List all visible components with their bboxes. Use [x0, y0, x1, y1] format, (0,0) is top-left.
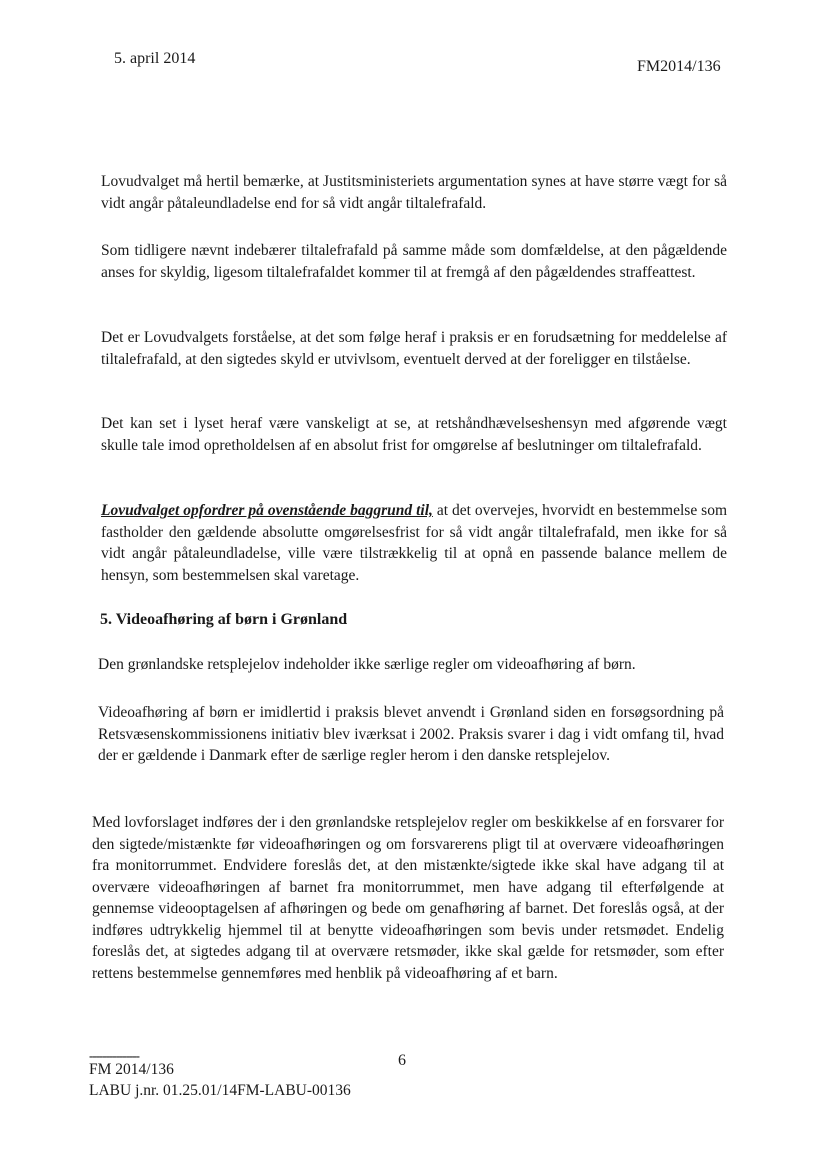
header-date: 5. april 2014 — [114, 50, 196, 67]
section-heading: 5. Videoafhøring af børn i Grønland — [100, 611, 348, 628]
footer-journal-number: LABU j.nr. 01.25.01/14FM-LABU-00136 — [89, 1082, 351, 1099]
paragraph-8: Med lovforslaget indføres der i den grønlandske retsplejelov regler om beskikkelse af en forsvarer for den sigtede/mistænkte før videoafhøringen og om forsvarerens pligt til at overvære videoafhøringen fra monitorrummet. Endvidere foreslås det, at den mistænkte/sigtede ikke skal have adgang til at overvære videoafhøringen af barnet fra monitorrummet, men have adgang til efterfølgende at gennemse videooptagelsen af afhøringen og bede om genafhøring af barnet. Det foreslås også, at der indføres udtrykkelig hjemmel til at benytte videoafhøringen som bevis under retsmødet. Endelig foreslås det, at sigtedes adgang til at overvære retsmøder, ikke skal gælde for retsmøder, som efter rettens bestemmelse gennemføres med henblik på videoafhøring af et barn. — [92, 814, 724, 982]
paragraph-5-rest: at det overvejes, hvorvidt en bestemmelse som fastholder den gældende absolutte omgørelsesfrist for så vidt angår tiltalefrafald, men ikke for så vidt angår påtaleundladelse, ville være tilstrækkelig til at opnå en passende balance mellem de hensyn, som bestemmelsen skal varetage. — [101, 502, 727, 584]
footer-reference: FM 2014/136 — [89, 1061, 174, 1078]
paragraph-2: Som tidligere nævnt indebærer tiltalefrafald på samme måde som domfældelse, at den pågældende anses for skyldig, ligesom tiltalefrafaldet kommer til at fremgå af den pågældendes straffeattest. — [101, 242, 727, 281]
footer-rule: --------------- — [89, 1048, 139, 1063]
paragraph-1: Lovudvalget må hertil bemærke, at Justitsministeriets argumentation synes at have større vægt for så vidt angår påtaleundladelse end for så vidt angår tiltalefrafald. — [101, 173, 727, 212]
paragraph-6: Den grønlandske retsplejelov indeholder ikke særlige regler om videoafhøring af børn. — [98, 656, 636, 673]
paragraph-5 — [101, 500, 727, 586]
paragraph-3: Det er Lovudvalgets forståelse, at det som følge heraf i praksis er en forudsætning for meddelelse af tiltalefrafald, at den sigtedes skyld er utvivlsom, eventuelt derved at der foreligger en tilståelse. — [101, 329, 727, 368]
paragraph-5-lead: Lovudvalget opfordrer på ovenstående baggrund til, — [101, 502, 433, 519]
page-number: 6 — [398, 1052, 406, 1069]
paragraph-7: Videoafhøring af børn er imidlertid i praksis blevet anvendt i Grønland siden en forsøgsordning på Retsvæsenskommissionens initiativ blev iværksat i 2002. Praksis svarer i dag i vidt omfang til, hvad der er gældende i Danmark efter de særlige regler herom i den danske retsplejelov. — [98, 704, 724, 764]
header-reference: FM2014/136 — [637, 58, 721, 75]
paragraph-4: Det kan set i lyset heraf være vanskeligt at se, at retshåndhævelseshensyn med afgørende vægt skulle tale imod opretholdelsen af en absolut frist for omgørelse af beslutninger om tiltalefrafald. — [101, 415, 727, 454]
